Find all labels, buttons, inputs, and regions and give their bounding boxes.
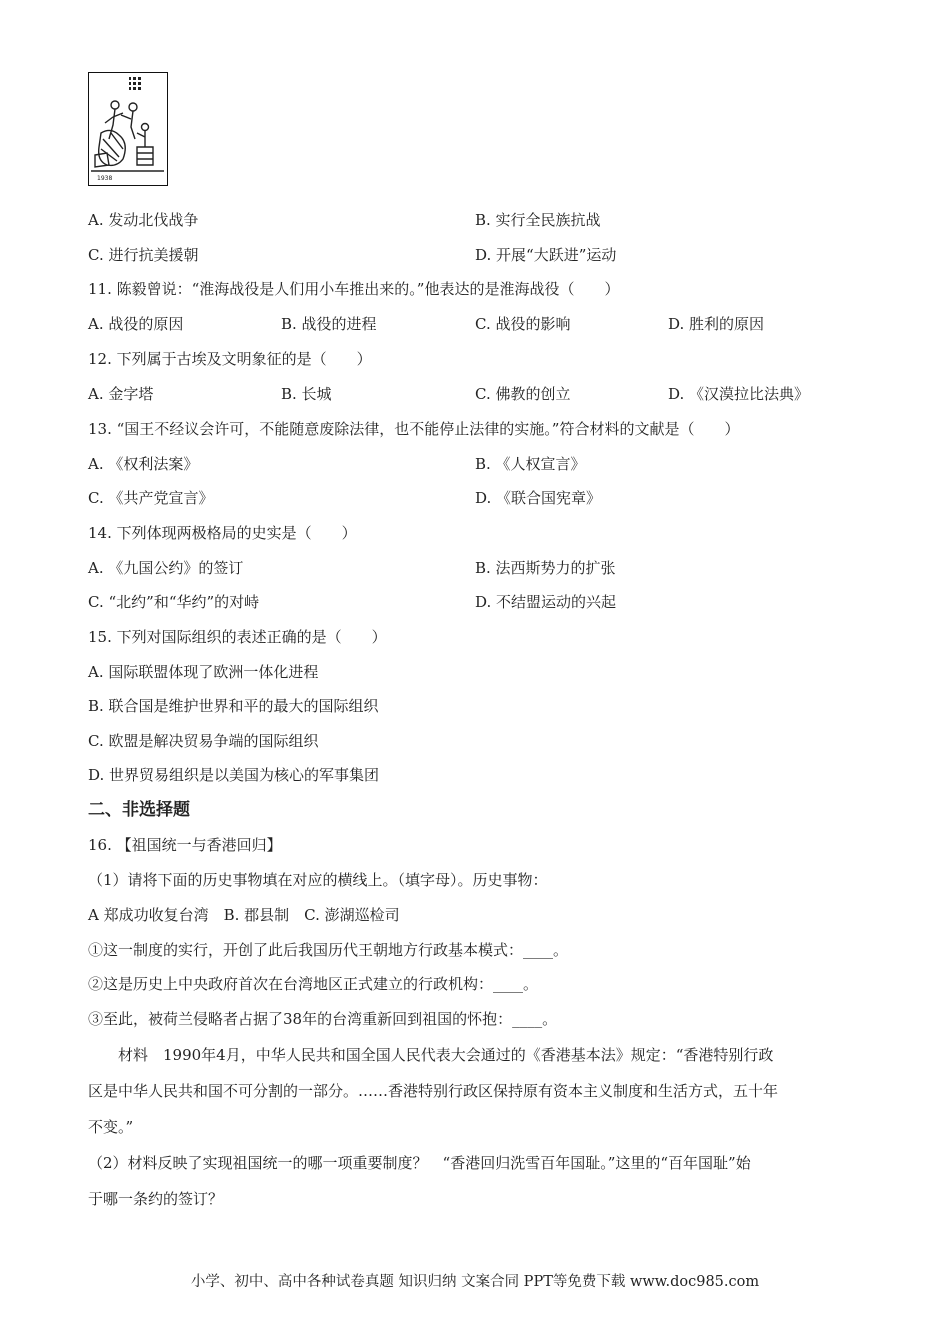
q12-option-b: B. 长城 — [281, 385, 332, 403]
q12-option-a: A. 金字塔 — [88, 385, 154, 403]
q12-stem: 12. 下列属于古埃及文明象征的是（ ） — [88, 350, 372, 368]
q16-item-1: ①这一制度的实行，开创了此后我国历代王朝地方行政基本模式：____。 — [88, 941, 569, 959]
q13-stem: 13. “国王不经议会许可，不能随意废除法律，也不能停止法律的实施。”符合材料的文献是（ ） — [88, 420, 740, 438]
q14-option-a: A. 《九国公约》的签订 — [88, 559, 244, 577]
q16-part2-line-1: （2）材料反映了实现祖国统一的哪一项重要制度？ “香港回归洗雪百年国耻。”这里的“百年国耻”始 — [88, 1154, 751, 1172]
material-line-3: 不变。” — [88, 1118, 134, 1136]
q14-option-d: D. 不结盟运动的兴起 — [475, 593, 617, 611]
q13-option-c: C. 《共产党宣言》 — [88, 489, 214, 507]
q13-option-a: A. 《权利法案》 — [88, 455, 199, 473]
q16-part2-line-2: 于哪一条约的签订？ — [88, 1190, 224, 1208]
q11-option-c: C. 战役的影响 — [475, 315, 571, 333]
q14-option-c: C. “北约”和“华约”的对峙 — [88, 593, 260, 611]
q10-option-c: C. 进行抗美援朝 — [88, 246, 199, 264]
q11-option-a: A. 战役的原因 — [88, 315, 184, 333]
q10-option-b: B. 实行全民族抗战 — [475, 211, 601, 229]
q14-stem: 14. 下列体现两极格局的史实是（ ） — [88, 524, 357, 542]
q15-stem: 15. 下列对国际组织的表述正确的是（ ） — [88, 628, 387, 646]
q13-option-d: D. 《联合国宪章》 — [475, 489, 602, 507]
q13-option-b: B. 《人权宣言》 — [475, 455, 586, 473]
q12-option-d: D. 《汉漠拉比法典》 — [668, 385, 810, 403]
q10-option-a: A. 发动北伐战争 — [88, 211, 199, 229]
woodcut-illustration — [89, 73, 166, 184]
q12-option-c: C. 佛教的创立 — [475, 385, 571, 403]
q16-item-3: ③至此，被荷兰侵略者占据了38年的台湾重新回到祖国的怀抱：____。 — [88, 1010, 558, 1028]
q16-options: A 郑成功收复台湾 B. 郡县制 C. 澎湖巡检司 — [88, 906, 400, 924]
q16-title: 16. 【祖国统一与香港回归】 — [88, 836, 282, 854]
q16-item-2: ②这是历史上中央政府首次在台湾地区正式建立的行政机构：____。 — [88, 975, 539, 993]
q15-option-b: B. 联合国是维护世界和平的最大的国际组织 — [88, 697, 379, 715]
section-heading: 二、非选择题 — [88, 800, 190, 820]
q15-option-a: A. 国际联盟体现了欧洲一体化进程 — [88, 663, 319, 681]
woodcut-figure — [88, 72, 168, 186]
material-line-2: 区是中华人民共和国不可分割的一部分。……香港特别行政区保持原有资本主义制度和生活方式，五十年 — [88, 1082, 779, 1100]
q11-option-b: B. 战役的进程 — [281, 315, 377, 333]
q14-option-b: B. 法西斯势力的扩张 — [475, 559, 616, 577]
figure-year: 1938 — [97, 175, 113, 182]
q16-part1-prompt: （1）请将下面的历史事物填在对应的横线上。（填字母）。历史事物： — [88, 871, 548, 889]
q10-option-d: D. 开展“大跃进”运动 — [475, 246, 617, 264]
q15-option-c: C. 欧盟是解决贸易争端的国际组织 — [88, 732, 319, 750]
q11-option-d: D. 胜利的原因 — [668, 315, 765, 333]
q11-stem: 11. 陈毅曾说：“淮海战役是人们用小车推出来的。”他表达的是淮海战役（ ） — [88, 280, 620, 298]
page-footer: 小学、初中、高中各种试卷真题 知识归纳 文案合同 PPT等免费下载 www.doc985.com — [190, 1274, 760, 1290]
q15-option-d: D. 世界贸易组织是以美国为核心的军事集团 — [88, 766, 380, 784]
material-line-1: 材料 1990年4月，中华人民共和国全国人民代表大会通过的《香港基本法》规定：“香港特别行政 — [118, 1046, 774, 1064]
